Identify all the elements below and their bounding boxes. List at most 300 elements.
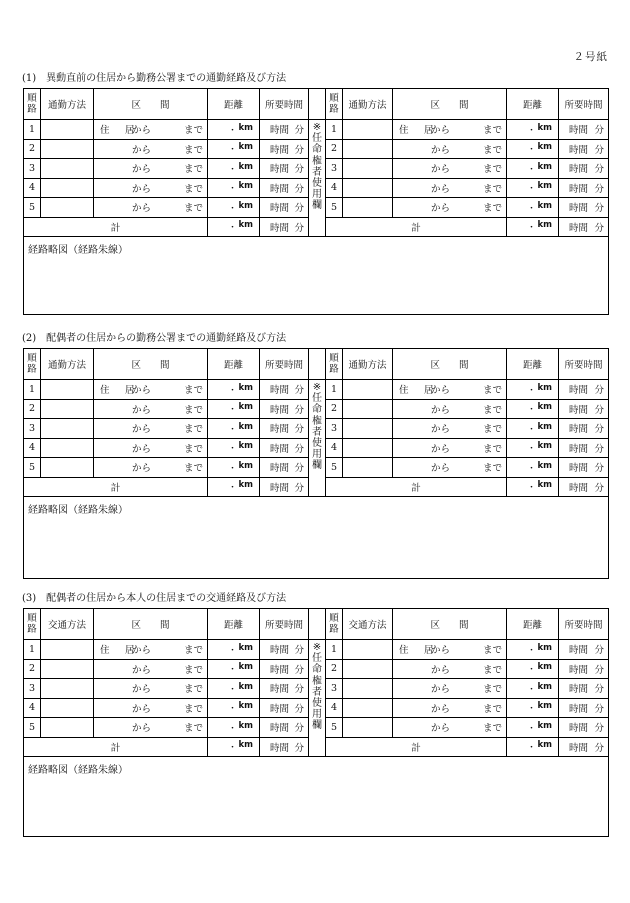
km-unit: km: [238, 382, 253, 393]
time-cell[interactable]: [559, 640, 609, 660]
distance-header: 距離: [208, 89, 260, 120]
row-number: 2: [24, 659, 41, 679]
minute-unit: 分: [594, 144, 604, 156]
method-header: 通勤方法: [41, 89, 94, 120]
from-label: から: [132, 703, 152, 715]
hour-unit: 時間: [270, 144, 290, 156]
distance-cell[interactable]: [507, 458, 559, 478]
decimal-dot: ・: [228, 203, 238, 214]
row-number: 4: [326, 178, 343, 198]
km-unit: km: [537, 460, 552, 471]
residence-label: [399, 720, 431, 734]
method-cell[interactable]: [343, 698, 393, 718]
from-label: から: [431, 645, 451, 657]
method-cell[interactable]: [41, 399, 94, 419]
time-header: 所要時間: [260, 89, 309, 120]
km-unit: km: [537, 122, 552, 133]
from-label: から: [431, 164, 451, 176]
method-cell[interactable]: [343, 198, 393, 218]
total-time-cell[interactable]: [559, 217, 609, 237]
km-unit: km: [238, 701, 253, 712]
total-time-cell[interactable]: [559, 737, 609, 757]
section-title: [22, 329, 286, 344]
hour-unit: 時間: [270, 742, 290, 754]
total-distance-cell[interactable]: [208, 477, 260, 497]
appointer-use-column: [309, 120, 326, 237]
section-cell[interactable]: [94, 659, 208, 679]
time-cell[interactable]: [559, 380, 609, 400]
distance-cell[interactable]: [208, 659, 260, 679]
from-label: から: [132, 664, 152, 676]
row-number: 4: [24, 178, 41, 198]
minute-unit: 分: [594, 684, 604, 696]
from-label: から: [132, 125, 152, 137]
method-cell[interactable]: [41, 198, 94, 218]
from-label: から: [431, 183, 451, 195]
km-unit: km: [537, 480, 552, 491]
km-unit: km: [537, 421, 552, 432]
minute-unit: 分: [294, 703, 304, 715]
method-cell[interactable]: [343, 399, 393, 419]
km-unit: km: [537, 642, 552, 653]
km-unit: km: [238, 480, 253, 491]
residence-label: [100, 701, 132, 715]
minute-unit: 分: [594, 164, 604, 176]
time-cell[interactable]: [260, 718, 309, 738]
minute-unit: 分: [294, 385, 304, 397]
appointer-char: 権: [312, 155, 322, 167]
section-cell[interactable]: [94, 458, 208, 478]
total-time-cell[interactable]: [260, 737, 309, 757]
row-number: 3: [326, 159, 343, 179]
decimal-dot: ・: [228, 444, 238, 455]
time-cell[interactable]: [260, 120, 309, 140]
route-sketch-area[interactable]: [24, 497, 609, 579]
residence-label: [100, 681, 132, 695]
minute-unit: 分: [594, 424, 604, 436]
decimal-dot: ・: [527, 424, 537, 435]
section-cell[interactable]: [94, 718, 208, 738]
order-header: [326, 89, 343, 120]
time-cell[interactable]: [260, 419, 309, 439]
appointer-char: 任: [312, 393, 322, 405]
method-cell[interactable]: [41, 640, 94, 660]
method-cell[interactable]: [41, 659, 94, 679]
distance-cell[interactable]: [507, 698, 559, 718]
method-cell[interactable]: [343, 679, 393, 699]
section-cell[interactable]: [393, 178, 507, 198]
total-label: 計: [326, 217, 507, 237]
route-table: [23, 608, 609, 837]
decimal-dot: ・: [228, 405, 238, 416]
section-cell[interactable]: [94, 198, 208, 218]
appointer-char: 者: [312, 686, 322, 698]
decimal-dot: ・: [527, 203, 537, 214]
from-label: から: [132, 385, 152, 397]
decimal-dot: ・: [527, 125, 537, 136]
appointer-char: 任: [312, 653, 322, 665]
distance-cell[interactable]: [208, 139, 260, 159]
time-cell[interactable]: [260, 380, 309, 400]
method-cell[interactable]: [343, 120, 393, 140]
row-number: 2: [326, 139, 343, 159]
total-time-cell[interactable]: [559, 477, 609, 497]
method-cell[interactable]: [41, 120, 94, 140]
from-label: から: [431, 443, 451, 455]
time-cell[interactable]: [260, 139, 309, 159]
decimal-dot: ・: [228, 645, 238, 656]
residence-label: 住 居: [399, 645, 437, 657]
section-cell[interactable]: [393, 120, 507, 140]
minute-unit: 分: [594, 742, 604, 754]
from-label: から: [431, 424, 451, 436]
residence-label: [399, 441, 431, 455]
total-distance-cell[interactable]: [208, 737, 260, 757]
section-header: 区 間: [393, 349, 507, 380]
distance-cell[interactable]: [507, 120, 559, 140]
method-cell[interactable]: [41, 458, 94, 478]
time-cell[interactable]: [260, 679, 309, 699]
appointer-char: 用: [312, 449, 322, 461]
hour-unit: 時間: [270, 482, 290, 494]
distance-cell[interactable]: [208, 438, 260, 458]
appointer-char: 者: [312, 166, 322, 178]
decimal-dot: ・: [527, 743, 537, 754]
minute-unit: 分: [594, 723, 604, 735]
section-title-text: 配偶者の住居から本人の住居までの交通経路及び方法: [46, 593, 287, 604]
method-cell[interactable]: [41, 139, 94, 159]
to-label: まで: [183, 385, 203, 397]
minute-unit: 分: [294, 723, 304, 735]
from-label: から: [132, 684, 152, 696]
km-unit: km: [537, 681, 552, 692]
minute-unit: 分: [294, 645, 304, 657]
time-cell[interactable]: [559, 178, 609, 198]
distance-cell[interactable]: [208, 159, 260, 179]
section-title-text: 異動直前の住居から勤務公署までの通勤経路及び方法: [46, 73, 287, 84]
distance-header: 距離: [208, 609, 260, 640]
method-cell[interactable]: [343, 458, 393, 478]
minute-unit: 分: [294, 684, 304, 696]
decimal-dot: ・: [527, 164, 537, 175]
section-cell[interactable]: [393, 679, 507, 699]
method-cell[interactable]: [343, 438, 393, 458]
to-label: まで: [183, 203, 203, 215]
decimal-dot: ・: [527, 645, 537, 656]
appointer-header-spacer: [309, 89, 326, 120]
hour-unit: 時間: [569, 183, 589, 195]
sketch-label: 経路略図（経路朱線）: [28, 505, 128, 516]
route-sketch-area[interactable]: [24, 757, 609, 837]
distance-cell[interactable]: [208, 399, 260, 419]
total-distance-cell[interactable]: [208, 217, 260, 237]
section-cell[interactable]: [94, 438, 208, 458]
method-cell[interactable]: [343, 640, 393, 660]
total-time-cell[interactable]: [260, 217, 309, 237]
sketch-row: [24, 237, 609, 315]
method-cell[interactable]: [41, 679, 94, 699]
to-label: まで: [183, 703, 203, 715]
section-cell[interactable]: [393, 399, 507, 419]
minute-unit: 分: [294, 404, 304, 416]
row-number: 5: [24, 718, 41, 738]
to-label: まで: [482, 463, 502, 475]
appointer-char: 命: [312, 664, 322, 676]
sketch-row: [24, 497, 609, 579]
row-number: 5: [24, 458, 41, 478]
distance-cell[interactable]: [507, 178, 559, 198]
order-header-text: 順路: [329, 93, 339, 115]
method-cell[interactable]: [343, 419, 393, 439]
minute-unit: 分: [294, 424, 304, 436]
order-header: [24, 349, 41, 380]
time-cell[interactable]: [559, 198, 609, 218]
residence-label: 住 居: [100, 645, 138, 657]
to-label: まで: [183, 645, 203, 657]
method-cell[interactable]: [41, 438, 94, 458]
method-cell[interactable]: [41, 159, 94, 179]
row-number: 3: [24, 159, 41, 179]
route-sketch-area[interactable]: [24, 237, 609, 315]
method-cell[interactable]: [41, 718, 94, 738]
time-cell[interactable]: [260, 659, 309, 679]
method-cell[interactable]: [41, 178, 94, 198]
time-cell[interactable]: [559, 120, 609, 140]
section-cell[interactable]: [393, 380, 507, 400]
km-unit: km: [238, 181, 253, 192]
residence-label: [399, 402, 431, 416]
hour-unit: 時間: [569, 404, 589, 416]
time-cell[interactable]: [559, 679, 609, 699]
distance-cell[interactable]: [208, 698, 260, 718]
from-label: から: [132, 404, 152, 416]
section-number: (2): [22, 333, 37, 344]
time-cell[interactable]: [260, 698, 309, 718]
time-cell[interactable]: [559, 659, 609, 679]
decimal-dot: ・: [228, 424, 238, 435]
hour-unit: 時間: [569, 125, 589, 137]
residence-label: [100, 161, 132, 175]
section-number: (3): [22, 593, 37, 604]
from-label: から: [132, 723, 152, 735]
time-header: 所要時間: [260, 609, 309, 640]
distance-cell[interactable]: [507, 640, 559, 660]
section-header: 区 間: [393, 609, 507, 640]
decimal-dot: ・: [527, 385, 537, 396]
section-cell[interactable]: [94, 178, 208, 198]
appointer-char: 使: [312, 438, 322, 450]
total-distance-cell[interactable]: [507, 737, 559, 757]
km-unit: km: [238, 122, 253, 133]
minute-unit: 分: [294, 482, 304, 494]
section-cell[interactable]: [393, 718, 507, 738]
residence-label: [100, 720, 132, 734]
method-cell[interactable]: [41, 698, 94, 718]
section-cell[interactable]: [393, 139, 507, 159]
method-header: 通勤方法: [343, 89, 393, 120]
method-header: 交通方法: [41, 609, 94, 640]
distance-cell[interactable]: [208, 679, 260, 699]
time-cell[interactable]: [559, 139, 609, 159]
method-cell[interactable]: [343, 159, 393, 179]
section-cell[interactable]: [393, 698, 507, 718]
section-cell[interactable]: [94, 399, 208, 419]
distance-cell[interactable]: [507, 159, 559, 179]
from-label: から: [431, 664, 451, 676]
distance-cell[interactable]: [208, 718, 260, 738]
km-unit: km: [238, 720, 253, 731]
row-number: 3: [24, 679, 41, 699]
residence-label: [399, 662, 431, 676]
section-cell[interactable]: [393, 438, 507, 458]
distance-cell[interactable]: [507, 380, 559, 400]
time-cell[interactable]: [559, 419, 609, 439]
appointer-use-column: [309, 640, 326, 757]
minute-unit: 分: [594, 645, 604, 657]
to-label: まで: [183, 404, 203, 416]
distance-cell[interactable]: [208, 178, 260, 198]
section-cell[interactable]: [94, 679, 208, 699]
distance-cell[interactable]: [208, 198, 260, 218]
distance-cell[interactable]: [507, 438, 559, 458]
to-label: まで: [482, 125, 502, 137]
distance-cell[interactable]: [208, 380, 260, 400]
to-label: まで: [183, 443, 203, 455]
hour-unit: 時間: [569, 443, 589, 455]
to-label: まで: [183, 684, 203, 696]
row-number: 5: [24, 198, 41, 218]
method-cell[interactable]: [343, 178, 393, 198]
section-cell[interactable]: [393, 419, 507, 439]
distance-cell[interactable]: [507, 659, 559, 679]
header-row: [24, 609, 609, 640]
distance-cell[interactable]: [208, 419, 260, 439]
time-cell[interactable]: [559, 159, 609, 179]
hour-unit: 時間: [270, 645, 290, 657]
total-distance-cell[interactable]: [507, 217, 559, 237]
decimal-dot: ・: [527, 704, 537, 715]
distance-cell[interactable]: [507, 419, 559, 439]
decimal-dot: ・: [527, 405, 537, 416]
total-time-cell[interactable]: [260, 477, 309, 497]
appointer-char: 用: [312, 709, 322, 721]
method-cell[interactable]: [41, 419, 94, 439]
time-cell[interactable]: [559, 458, 609, 478]
distance-cell[interactable]: [208, 640, 260, 660]
time-cell[interactable]: [559, 698, 609, 718]
to-label: まで: [183, 144, 203, 156]
order-header-text: 順路: [27, 93, 37, 115]
method-cell[interactable]: [343, 139, 393, 159]
section-cell[interactable]: [94, 698, 208, 718]
time-cell[interactable]: [260, 640, 309, 660]
section-cell[interactable]: [94, 419, 208, 439]
row-number: 2: [24, 399, 41, 419]
order-header: [326, 349, 343, 380]
header-row: [24, 349, 609, 380]
decimal-dot: ・: [228, 125, 238, 136]
distance-header: 距離: [208, 349, 260, 380]
km-unit: km: [537, 200, 552, 211]
hour-unit: 時間: [270, 222, 290, 234]
total-distance-cell[interactable]: [507, 477, 559, 497]
km-unit: km: [238, 642, 253, 653]
residence-label: [100, 421, 132, 435]
section-cell[interactable]: [94, 120, 208, 140]
section-cell[interactable]: [94, 139, 208, 159]
section-cell[interactable]: [393, 458, 507, 478]
to-label: まで: [482, 144, 502, 156]
distance-cell[interactable]: [507, 718, 559, 738]
to-label: まで: [482, 183, 502, 195]
to-label: まで: [183, 424, 203, 436]
from-label: から: [431, 203, 451, 215]
to-label: まで: [183, 723, 203, 735]
time-cell[interactable]: [260, 198, 309, 218]
section-cell[interactable]: [393, 640, 507, 660]
method-cell[interactable]: [41, 380, 94, 400]
hour-unit: 時間: [270, 203, 290, 215]
km-unit: km: [238, 161, 253, 172]
hour-unit: 時間: [569, 203, 589, 215]
section-cell[interactable]: [393, 659, 507, 679]
residence-label: [100, 441, 132, 455]
section-cell[interactable]: [393, 198, 507, 218]
distance-cell[interactable]: [507, 399, 559, 419]
distance-cell[interactable]: [507, 679, 559, 699]
method-cell[interactable]: [343, 380, 393, 400]
residence-label: [399, 161, 431, 175]
distance-cell[interactable]: [507, 198, 559, 218]
section-header: 区 間: [94, 349, 208, 380]
appointer-char: 命: [312, 404, 322, 416]
to-label: まで: [482, 723, 502, 735]
minute-unit: 分: [294, 222, 304, 234]
time-cell[interactable]: [260, 458, 309, 478]
distance-cell[interactable]: [507, 139, 559, 159]
method-header: 通勤方法: [41, 349, 94, 380]
row-number: 3: [24, 419, 41, 439]
section-cell[interactable]: [393, 159, 507, 179]
residence-label: [399, 421, 431, 435]
method-cell[interactable]: [343, 659, 393, 679]
distance-cell[interactable]: [208, 458, 260, 478]
time-header: 所要時間: [559, 349, 609, 380]
from-label: から: [132, 164, 152, 176]
method-cell[interactable]: [343, 718, 393, 738]
time-cell[interactable]: [260, 438, 309, 458]
total-label: 計: [326, 477, 507, 497]
time-cell[interactable]: [260, 159, 309, 179]
row-number: 4: [24, 698, 41, 718]
distance-cell[interactable]: [208, 120, 260, 140]
km-unit: km: [537, 382, 552, 393]
time-cell[interactable]: [260, 399, 309, 419]
section-cell[interactable]: [94, 380, 208, 400]
hour-unit: 時間: [270, 125, 290, 137]
section-cell[interactable]: [94, 640, 208, 660]
time-cell[interactable]: [559, 399, 609, 419]
time-cell[interactable]: [260, 178, 309, 198]
time-cell[interactable]: [559, 718, 609, 738]
to-label: まで: [183, 125, 203, 137]
decimal-dot: ・: [228, 743, 238, 754]
hour-unit: 時間: [569, 463, 589, 475]
decimal-dot: ・: [527, 665, 537, 676]
section-cell[interactable]: [94, 159, 208, 179]
residence-label: [100, 402, 132, 416]
time-cell[interactable]: [559, 438, 609, 458]
